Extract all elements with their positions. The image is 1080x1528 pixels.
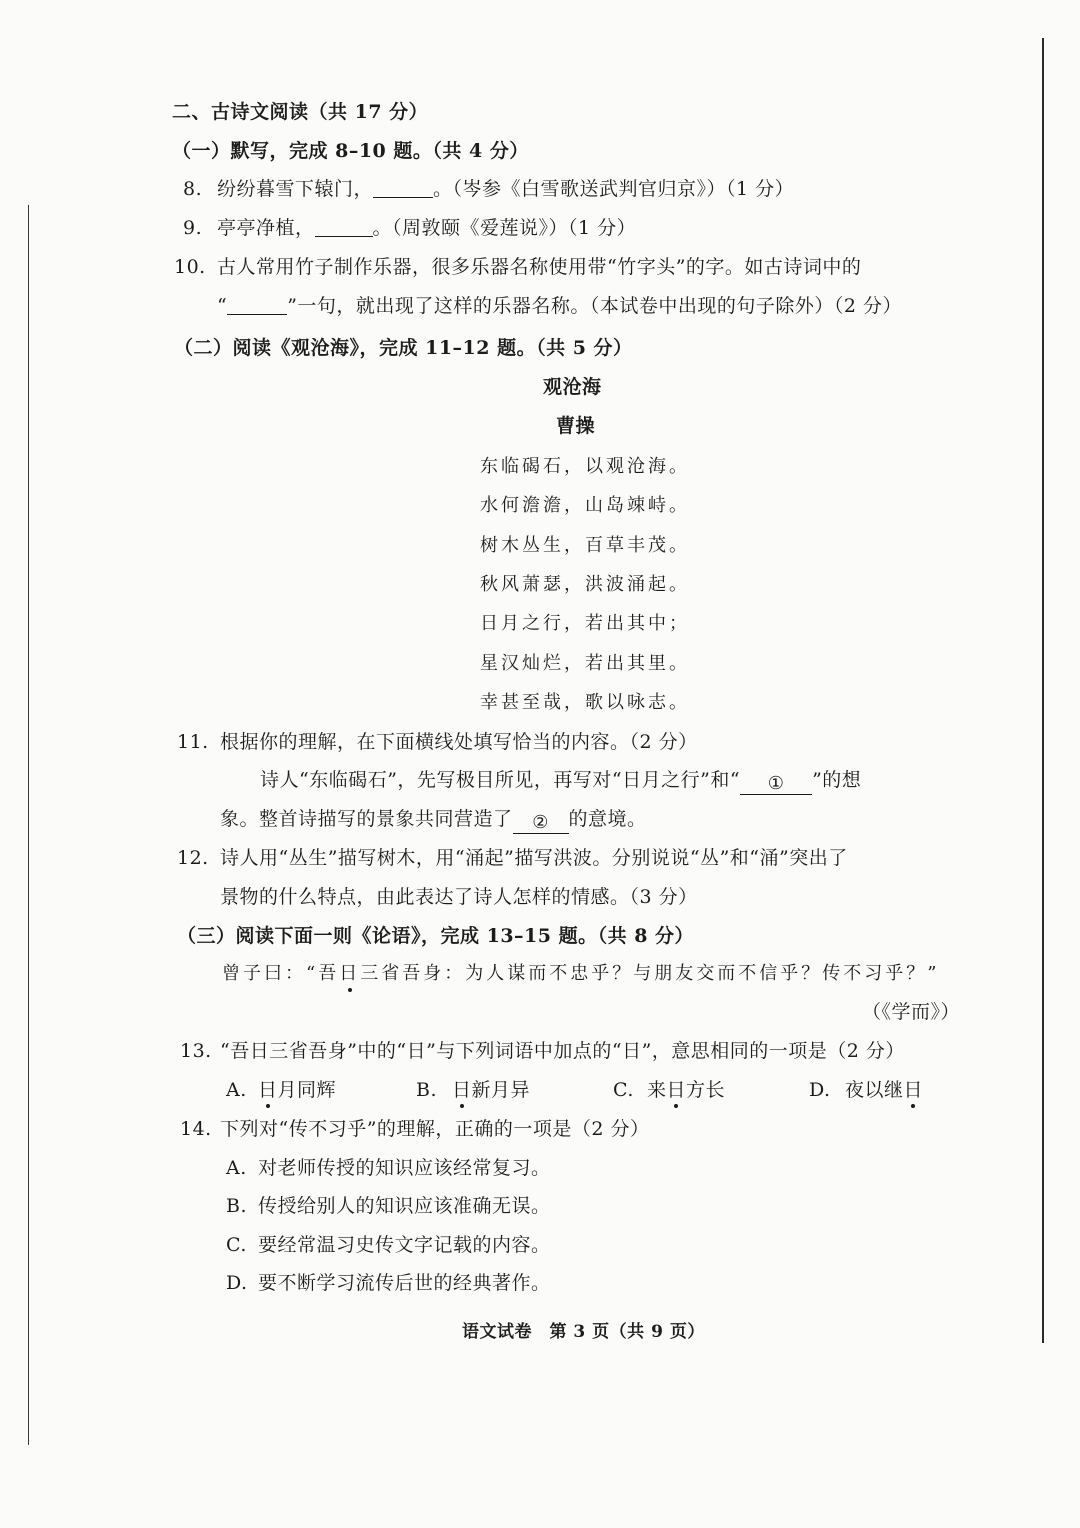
q11-blank-2[interactable]: ② <box>513 813 569 834</box>
q8-text-before: 纷纷暮雪下辕门， <box>217 178 374 200</box>
quote-text: 曾子曰：“吾 <box>222 963 340 984</box>
option-letter: A. <box>226 1157 247 1179</box>
question-10-line1 <box>174 255 861 279</box>
q8-answer-blank[interactable] <box>373 177 433 198</box>
poem-line: 星汉灿烂，若出其里。 <box>480 653 690 674</box>
q9-answer-blank[interactable] <box>315 216 373 237</box>
q13-option-a[interactable] <box>226 1078 336 1102</box>
question-number: 12. <box>177 847 209 869</box>
option-letter: B. <box>226 1195 248 1217</box>
question-9 <box>183 216 636 240</box>
q14-option-d[interactable] <box>226 1271 551 1295</box>
q9-text-before: 亭亭净植， <box>217 217 315 239</box>
question-13 <box>180 1039 905 1063</box>
q10-text-line2: ”一句，就出现了这样的乐器名称。（本试卷中出现的句子除外）（2 分） <box>287 295 903 317</box>
q12-text-line1: 诗人用“丛生”描写树木，用“涌起”描写洪波。分别说说“丛”和“涌”突出了 <box>220 847 848 869</box>
emphasized-char: 日 <box>666 1079 687 1101</box>
q11-passage-line2 <box>220 807 647 834</box>
option-text: 对老师传授的知识应该经常复习。 <box>258 1157 551 1179</box>
poem-line: 日月之行，若出其中； <box>480 613 690 634</box>
quote-source: （《学而》） <box>862 1001 961 1023</box>
question-number: 9. <box>183 217 203 239</box>
q14-prompt: 下列对“传不习乎”的理解，正确的一项是（2 分） <box>220 1118 650 1140</box>
emphasized-char: 日 <box>258 1079 278 1101</box>
option-text: 传授给别人的知识应该准确无误。 <box>258 1195 551 1217</box>
option-letter: D. <box>226 1272 248 1294</box>
option-text: 月同辉 <box>277 1079 337 1101</box>
option-letter: C. <box>226 1234 247 1256</box>
option-text: 夜以继 <box>845 1079 904 1101</box>
option-text: 要经常温习史传文字记载的内容。 <box>258 1234 551 1256</box>
q11-blank-1[interactable]: ① <box>740 774 812 795</box>
question-number: 13. <box>180 1040 212 1062</box>
question-14 <box>180 1117 650 1141</box>
option-letter: C. <box>613 1079 634 1101</box>
question-12-line2: 景物的什么特点，由此表达了诗人怎样的情感。（3 分） <box>220 886 698 908</box>
part3-heading: （三）阅读下面一则《论语》，完成 13–15 题。（共 8 分） <box>177 925 695 947</box>
poem-line: 水何澹澹，山岛竦峙。 <box>480 495 690 516</box>
emphasized-char: 日 <box>339 963 361 984</box>
question-number: 14. <box>180 1118 212 1140</box>
section-heading: 二、古诗文阅读（共 17 分） <box>172 101 429 123</box>
q13-prompt: “吾日三省吾身”中的“日”与下列词语中加点的“日”，意思相同的一项是（2 分） <box>220 1040 905 1062</box>
q11-text: ”的想 <box>812 769 862 791</box>
question-number: 10. <box>174 256 206 278</box>
analects-quote <box>222 962 939 986</box>
question-number: 11. <box>177 731 209 753</box>
question-8 <box>183 177 794 201</box>
q13-option-b[interactable] <box>416 1078 530 1102</box>
q14-option-b[interactable] <box>226 1194 551 1218</box>
poem-line: 树木丛生，百草丰茂。 <box>480 535 690 556</box>
q13-option-d[interactable] <box>809 1078 923 1102</box>
q10-answer-blank[interactable] <box>227 294 287 315</box>
question-10-line2 <box>217 294 902 318</box>
q11-prompt: 根据你的理解，在下面横线处填写恰当的内容。（2 分） <box>220 731 698 753</box>
part1-heading: （一）默写，完成 8–10 题。（共 4 分） <box>172 140 529 162</box>
question-11 <box>177 730 698 754</box>
option-letter: D. <box>809 1079 831 1101</box>
option-text: 来 <box>647 1079 667 1101</box>
q10-text-line1: 古人常用竹子制作乐器，很多乐器名称使用带“竹字头”的字。如古诗词中的 <box>217 256 862 278</box>
poem-line: 幸甚至哉，歌以咏志。 <box>480 692 690 713</box>
q11-passage-line1 <box>260 768 861 795</box>
q9-text-after: 。（周敦颐《爱莲说》）（1 分） <box>372 217 637 239</box>
q10-open-quote: “ <box>217 295 228 317</box>
question-number: 8. <box>183 178 203 200</box>
q11-text: 象。整首诗描写的景象共同营造了 <box>220 808 513 830</box>
q11-text: 诗人“东临碣石”，先写极目所见，再写对“日月之行”和“ <box>260 769 741 791</box>
option-text: 方长 <box>686 1079 726 1101</box>
page-footer: 语文试卷 第 3 页（共 9 页） <box>462 1322 705 1342</box>
emphasized-char: 日 <box>903 1079 924 1101</box>
option-letter: A. <box>226 1079 247 1101</box>
part2-heading: （二）阅读《观沧海》，完成 11–12 题。（共 5 分） <box>174 337 633 359</box>
q14-option-c[interactable] <box>226 1233 551 1257</box>
poem-author: 曹操 <box>556 415 596 437</box>
left-border-line <box>28 205 29 1445</box>
q14-option-a[interactable] <box>226 1156 551 1180</box>
poem-line: 东临碣石，以观沧海。 <box>480 456 690 477</box>
poem-line: 秋风萧瑟，洪波涌起。 <box>480 574 690 595</box>
q11-text: 的意境。 <box>568 808 647 830</box>
poem-title: 观沧海 <box>543 376 602 398</box>
option-letter: B. <box>416 1079 438 1101</box>
option-text: 要不断学习流传后世的经典著作。 <box>258 1272 551 1294</box>
quote-text: 三省吾身：为人谋而不忠乎？与朋友交而不信乎？传不习乎？” <box>360 963 940 984</box>
option-text: 新月异 <box>471 1079 531 1101</box>
question-12-line1 <box>177 846 848 870</box>
q8-text-after: 。（岑参《白雪歌送武判官归京》）（1 分） <box>433 178 795 200</box>
emphasized-char: 日 <box>452 1079 472 1101</box>
q13-option-c[interactable] <box>613 1078 725 1102</box>
right-border-line <box>1042 38 1044 1343</box>
